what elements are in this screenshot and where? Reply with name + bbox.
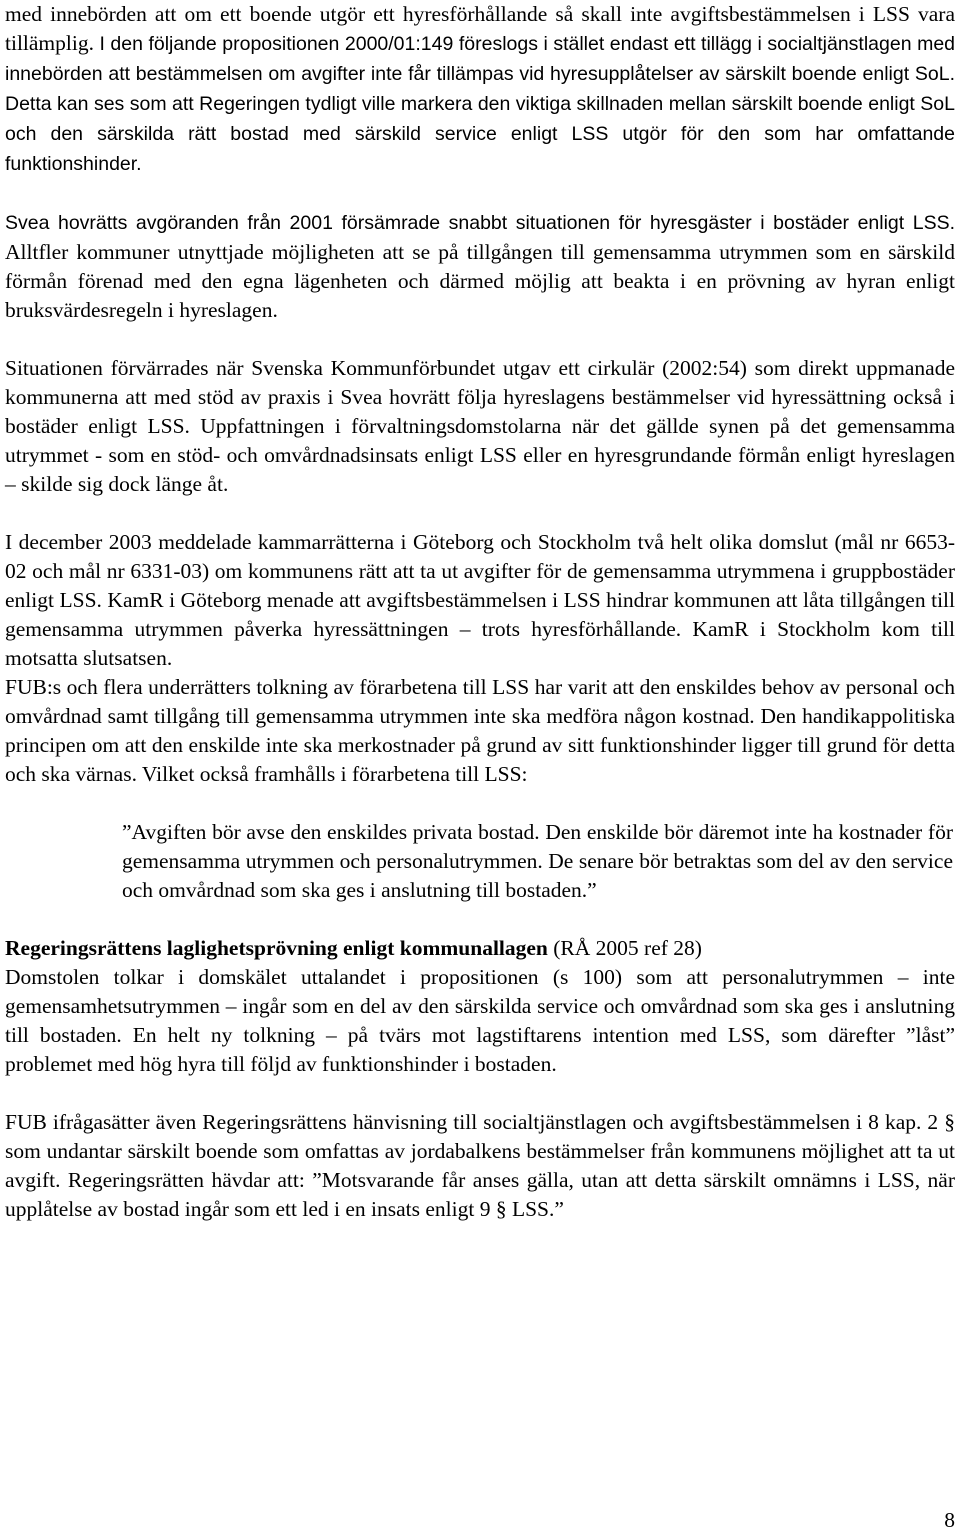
section-heading	[5, 934, 955, 963]
heading-reference: (RÅ 2005 ref 28)	[547, 936, 702, 960]
text-run: Detta kan ses som att Regeringen tydligt ville markera den viktiga skillnaden mellan särskilt boende enligt SoL och den särskilda rätt bostad med särskild service enligt LSS utgör för den som har omfattande funktionshinder.	[5, 93, 955, 175]
paragraph-proposition	[5, 0, 955, 179]
heading-title: Regeringsrättens laglighetsprövning enligt kommunallagen	[5, 936, 548, 960]
paragraph-svea-hovratt	[5, 208, 955, 325]
document-page	[5, 0, 955, 1224]
paragraph-fub-tolkning: FUB:s och flera underrätters tolkning av förarbetena till LSS har varit att den enskildes behov av personal och omvårdnad samt tillgång till gemensamma utrymmen inte ska medföra någon kostnad. Den handikappolitiska principen om att den enskilde inte ska merkostnader på grund av sitt funktionshinder ligger till grund för detta och ska värnas. Vilket också framhålls i förarbetena till LSS:	[5, 675, 955, 786]
text-run: Alltfler kommuner utnyttjade möjligheten att se på tillgången till gemensamma utrymmen som en särskild förmån förenad med den egna lägenheten och därmed möjlig att beakta i en prövning av hyran enligt bruksvärdesregeln i hyreslagen.	[5, 240, 955, 322]
paragraph-kammarratterna: I december 2003 meddelade kammarrätterna i Göteborg och Stockholm två helt olika domslut (mål nr 6653-02 och mål nr 6331-03) om kommunens rätt att ta ut avgifter för de gemensamma utrymmena i gruppbostäder enligt LSS. KamR i Göteborg menade att avgiftsbestämmelsen i LSS hindrar kommunen att låta tillgången till gemensamma utrymmen påverka hyressättningen – trots hyresförhållande. KamR i Stockholm kom till motsatta slutsatsen.	[5, 530, 955, 670]
page-number: 8	[944, 1508, 955, 1532]
text-run: Svea hovrätts avgöranden från 2001 försämrade snabbt situationen för hyresgäster i bostäder enligt LSS.	[5, 212, 955, 234]
text-run: med innebörden att om ett boende utgör ett hyresförhållande så skall inte avgiftsbestämmelsen i LSS vara tillämplig.	[5, 2, 955, 55]
paragraph-fub-ifragasatter: FUB ifrågasätter även Regeringsrättens hänvisning till socialtjänstlagen och avgiftsbestämmelsen i 8 kap. 2 § som undantar särskilt boende som omfattas av jordabalkens bestämmelser från kommunens möjlighet att ta ut avgift. Regeringsrätten hävdar att: ”Motsvarande får anses gälla, utan att detta särskilt omnämns i LSS, när upplåtelse av bostad ingår som ett led i en insats enligt 9 § LSS.”	[5, 1110, 955, 1221]
text-run: I den följande propositionen 2000/01:149 föreslogs i stället endast ett tillägg i socialtjänstlagen med innebörden att bestämmelsen om avgifter inte får tillämpas vid hyresupplåtelser av särskilt boende enligt SoL.	[5, 33, 956, 85]
paragraph-kommunforbundet: Situationen förvärrades när Svenska Kommunförbundet utgav ett cirkulär (2002:54) som direkt uppmanade kommunerna att med stöd av praxis i Svea hovrätt följa hyreslagens bestämmelser vid hyressättning också i bostäder enligt LSS. Uppfattningen i förvaltningsdomstolarna när det gällde synen på det gemensamma utrymmet - som en stöd- och omvårdnadsinsats enligt LSS eller en hyresgrundande förmån enligt hyreslagen – skilde sig dock länge åt.	[5, 356, 955, 496]
paragraph-domstolen: Domstolen tolkar i domskälet uttalandet i propositionen (s 100) som att personalutrymmen – inte gemensamhetsutrymmen – ingår som en del av den särskilda service och omvårdnad som ska ges i anslutning till bostaden. En helt ny tolkning – på tvärs mot lagstiftarens intention med LSS, som därefter ”låst” problemet med hög hyra till följd av funktionshinder i bostaden.	[5, 965, 955, 1076]
block-quote: ”Avgiften bör avse den enskildes privata bostad. Den enskilde bör däremot inte ha kostnader för gemensamma utrymmen och personalutrymmen. De senare bör betraktas som del av den service och omvårdnad som ska ges i anslutning till bostaden.”	[122, 820, 953, 902]
